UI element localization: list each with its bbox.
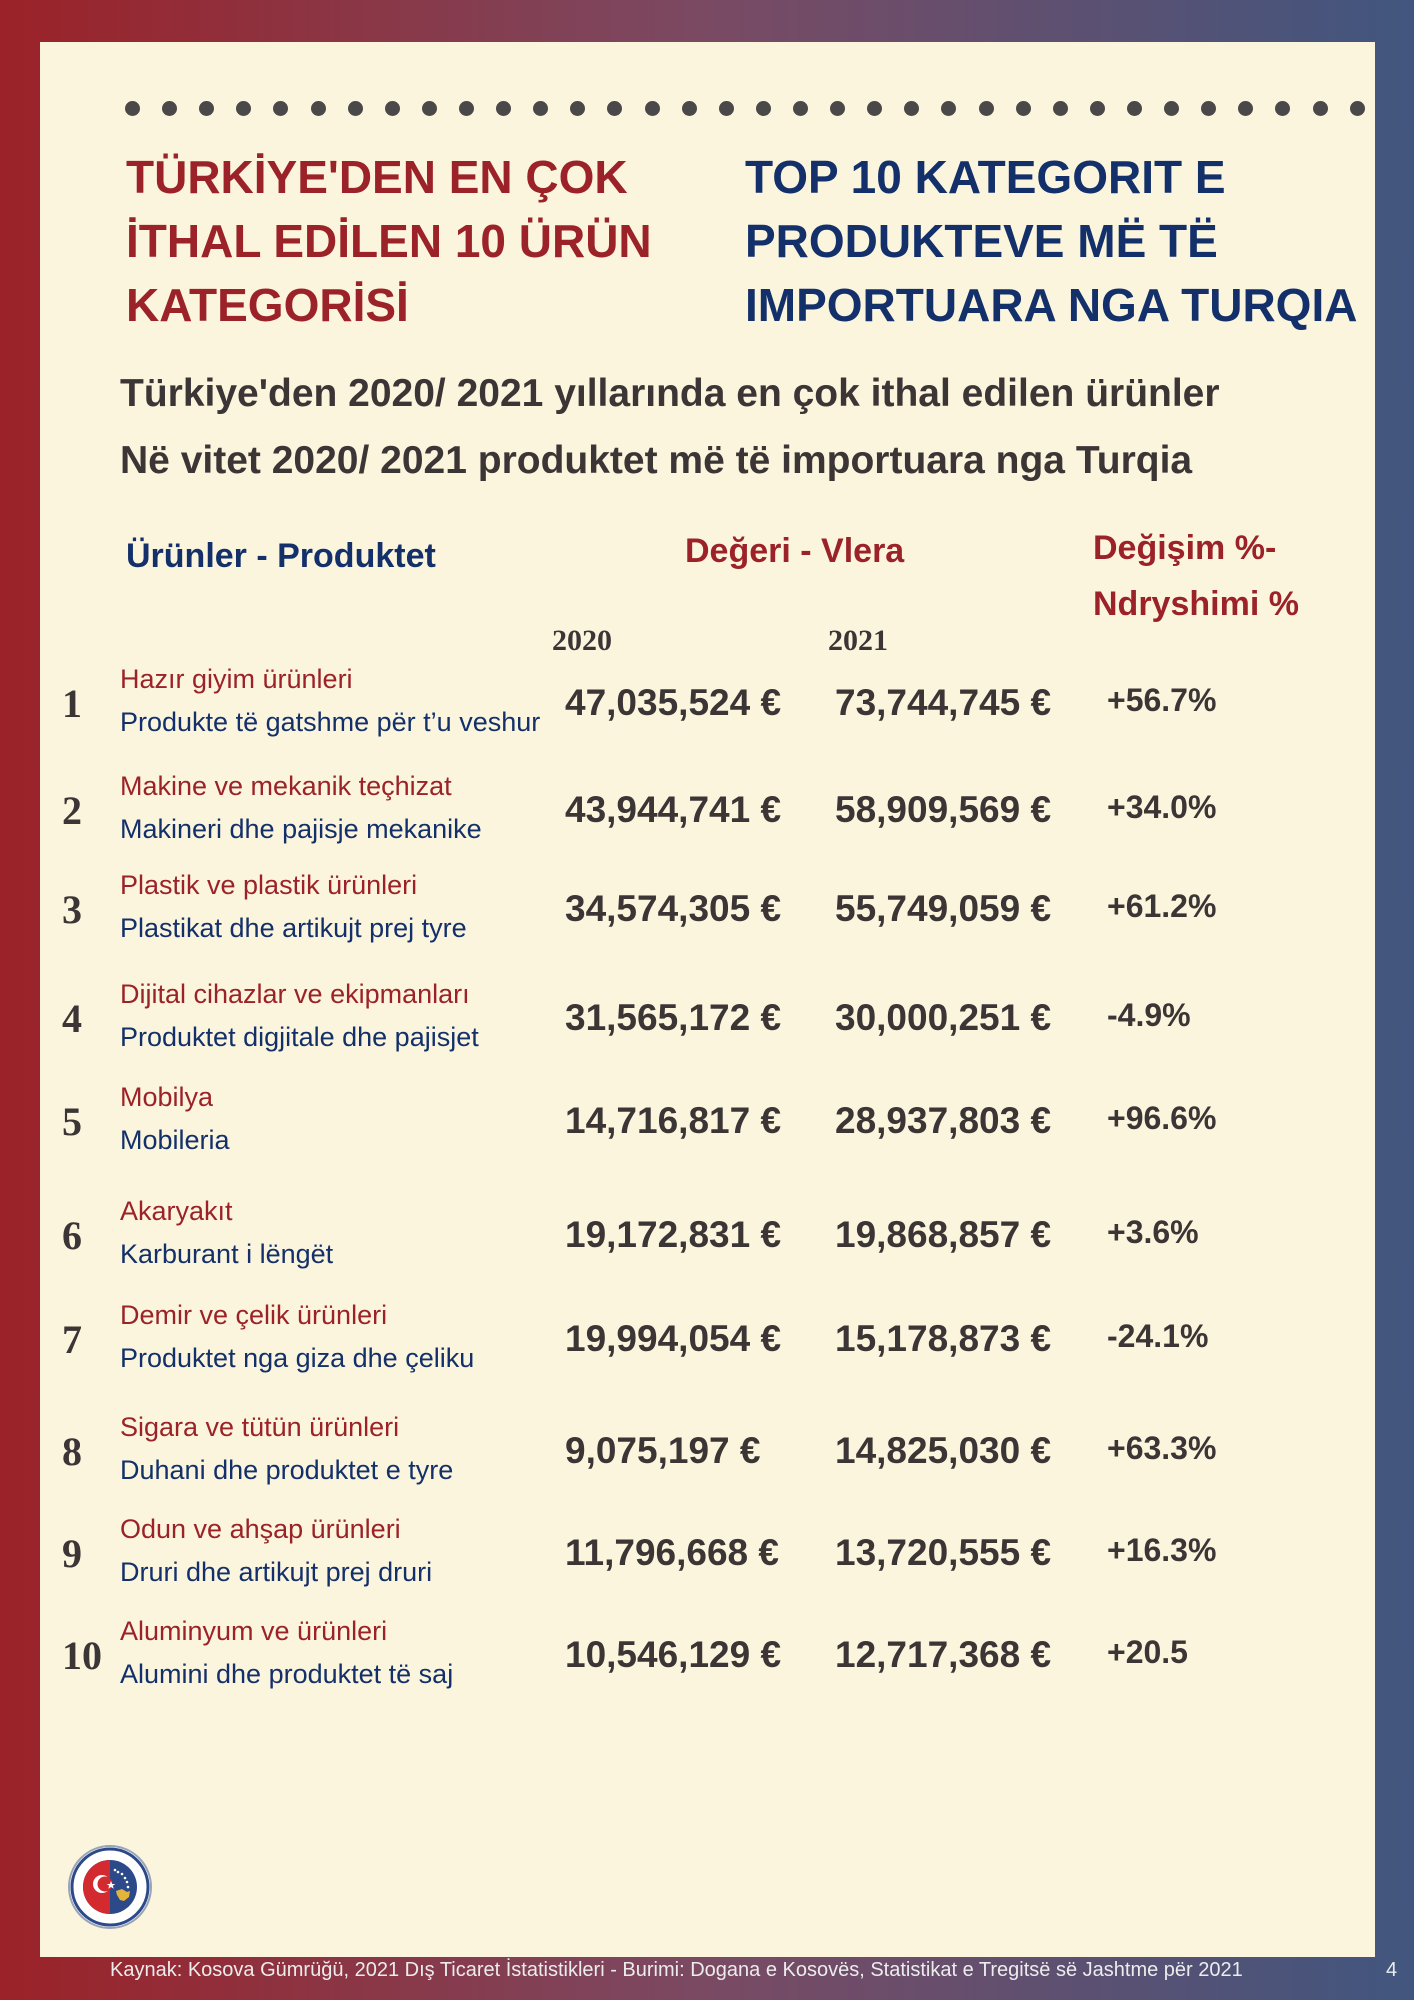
product-name-turkish: Odun ve ahşap ürünleri [120,1514,401,1544]
divider-dot [273,101,288,116]
product-name-turkish: Sigara ve tütün ürünleri [120,1412,400,1442]
value-2021: 58,909,569 € [835,789,1052,830]
product-name-albanian: Produktet nga giza dhe çeliku [120,1343,475,1373]
value-2020: 31,565,172 € [565,997,782,1038]
change-percent: +61.2% [1107,888,1217,924]
divider-dot [533,101,548,116]
value-2021: 28,937,803 € [835,1100,1052,1141]
change-percent: +16.3% [1107,1532,1217,1568]
value-2020: 34,574,305 € [565,888,782,929]
divider-dot [125,101,140,116]
divider-dot [1238,101,1253,116]
change-percent: +63.3% [1107,1430,1217,1466]
divider-dot [979,101,994,116]
table-row [40,664,1375,774]
value-2021: 73,744,745 € [835,682,1052,723]
table-row [40,1514,1375,1624]
divider-dot [1053,101,1068,116]
rank: 10 [62,1633,102,1678]
change-percent: +34.0% [1107,789,1217,825]
rank: 4 [62,996,82,1041]
rank: 2 [62,788,82,833]
divider-dot [162,101,177,116]
subtitle-albanian: Në vitet 2020/ 2021 produktet më të importuara nga Turqia [120,439,1193,482]
header-products: Ürünler - Produktet [126,537,436,575]
rank: 3 [62,887,82,932]
change-percent: -24.1% [1107,1318,1209,1354]
divider-dot [830,101,845,116]
rank: 5 [62,1099,82,1144]
divider-dot [385,101,400,116]
header-change-line1: Değişim %- [1093,529,1277,567]
value-2020: 43,944,741 € [565,789,782,830]
divider-dot [311,101,326,116]
product-name-albanian: Duhani dhe produktet e tyre [120,1455,454,1485]
value-2020: 19,172,831 € [565,1214,782,1255]
value-2021: 30,000,251 € [835,997,1052,1038]
product-name-turkish: Dijital cihazlar ve ekipmanları [120,979,470,1009]
rank: 7 [62,1317,82,1362]
value-2020: 14,716,817 € [565,1100,782,1141]
value-2020: 11,796,668 € [565,1532,779,1573]
divider-dot [1090,101,1105,116]
divider-dot [348,101,363,116]
divider-dot [793,101,808,116]
value-2021: 14,825,030 € [835,1430,1052,1471]
header-change [1093,520,1299,632]
header-value: Değeri - Vlera [685,532,905,570]
value-2021: 13,720,555 € [835,1532,1052,1573]
divider-dot [867,101,882,116]
content-panel [40,42,1375,1957]
product-name-albanian: Mobileria [120,1125,230,1155]
divider-dot [236,101,251,116]
product-name-turkish: Makine ve mekanik teçhizat [120,771,452,801]
value-2021: 15,178,873 € [835,1318,1052,1359]
product-name-turkish: Demir ve çelik ürünleri [120,1300,388,1330]
rank: 9 [62,1531,82,1576]
table-row [40,1412,1375,1522]
subtitle-turkish: Türkiye'den 2020/ 2021 yıllarında en çok ithal edilen ürünler [120,372,1220,415]
product-name-albanian: Druri dhe artikujt prej druri [120,1557,433,1587]
divider-dot [570,101,585,116]
divider-dot [645,101,660,116]
chamber-logo-icon [68,1845,152,1929]
divider-dot [1127,101,1142,116]
divider-dot [1313,101,1328,116]
divider-dot [904,101,919,116]
table-row [40,1616,1375,1726]
table-row [40,870,1375,980]
divider-dot [199,101,214,116]
table-row [40,1196,1375,1306]
value-2020: 47,035,524 € [565,682,782,723]
table-row [40,1082,1375,1192]
header-year-2020: 2020 [552,624,612,657]
value-2021: 19,868,857 € [835,1214,1052,1255]
source-footer: Kaynak: Kosova Gümrüğü, 2021 Dış Ticaret İstatistikleri - Burimi: Dogana e Kosovës, Statistikat e Tregitsë së Jashtme për 2021 [110,1959,1243,1981]
change-percent: +96.6% [1107,1100,1217,1136]
divider-dot [719,101,734,116]
change-percent: +3.6% [1107,1214,1199,1250]
divider-dot [1164,101,1179,116]
title-albanian: TOP 10 KATEGORIT E PRODUKTEVE MË TË IMPORTUARA NGA TURQIA [745,151,1358,331]
table-row [40,979,1375,1089]
rank: 1 [62,681,82,726]
divider-dot [607,101,622,116]
value-2020: 10,546,129 € [565,1634,782,1675]
title-turkish: TÜRKİYE'DEN EN ÇOK İTHAL EDİLEN 10 ÜRÜN KATEGORİSİ [126,151,652,331]
change-percent: +20.5 [1107,1634,1188,1670]
product-name-turkish: Plastik ve plastik ürünleri [120,870,418,900]
table-row [40,771,1375,881]
product-name-turkish: Mobilya [120,1082,214,1112]
divider-dot [1275,101,1290,116]
change-percent: +56.7% [1107,682,1217,718]
divider-dot [1016,101,1031,116]
rank: 6 [62,1213,82,1258]
value-2021: 12,717,368 € [835,1634,1052,1675]
product-name-albanian: Makineri dhe pajisje mekanike [120,814,482,844]
product-name-turkish: Aluminyum ve ürünleri [120,1616,388,1646]
page-number: 4 [1386,1959,1398,1981]
divider-dot [496,101,511,116]
product-name-albanian: Alumini dhe produktet të saj [120,1659,454,1689]
header-change-line2: Ndryshimi % [1093,585,1299,623]
header-year-2021: 2021 [828,624,888,657]
divider-dot [682,101,697,116]
change-percent: -4.9% [1107,997,1191,1033]
value-2020: 19,994,054 € [565,1318,782,1359]
divider-dot [756,101,771,116]
divider-dot [459,101,474,116]
dotted-divider [125,99,1365,117]
product-name-turkish: Akaryakıt [120,1196,233,1226]
value-2020: 9,075,197 € [565,1430,761,1471]
value-2021: 55,749,059 € [835,888,1052,929]
rank: 8 [62,1429,82,1474]
divider-dot [1350,101,1365,116]
product-name-albanian: Produktet digjitale dhe pajisjet [120,1022,479,1052]
product-name-albanian: Produkte të gatshme për t’u veshur [120,707,541,737]
divider-dot [941,101,956,116]
product-name-albanian: Plastikat dhe artikujt prej tyre [120,913,467,943]
product-name-turkish: Hazır giyim ürünleri [120,664,353,694]
table-row [40,1300,1375,1410]
product-name-albanian: Karburant i lëngët [120,1239,334,1269]
divider-dot [422,101,437,116]
divider-dot [1201,101,1216,116]
